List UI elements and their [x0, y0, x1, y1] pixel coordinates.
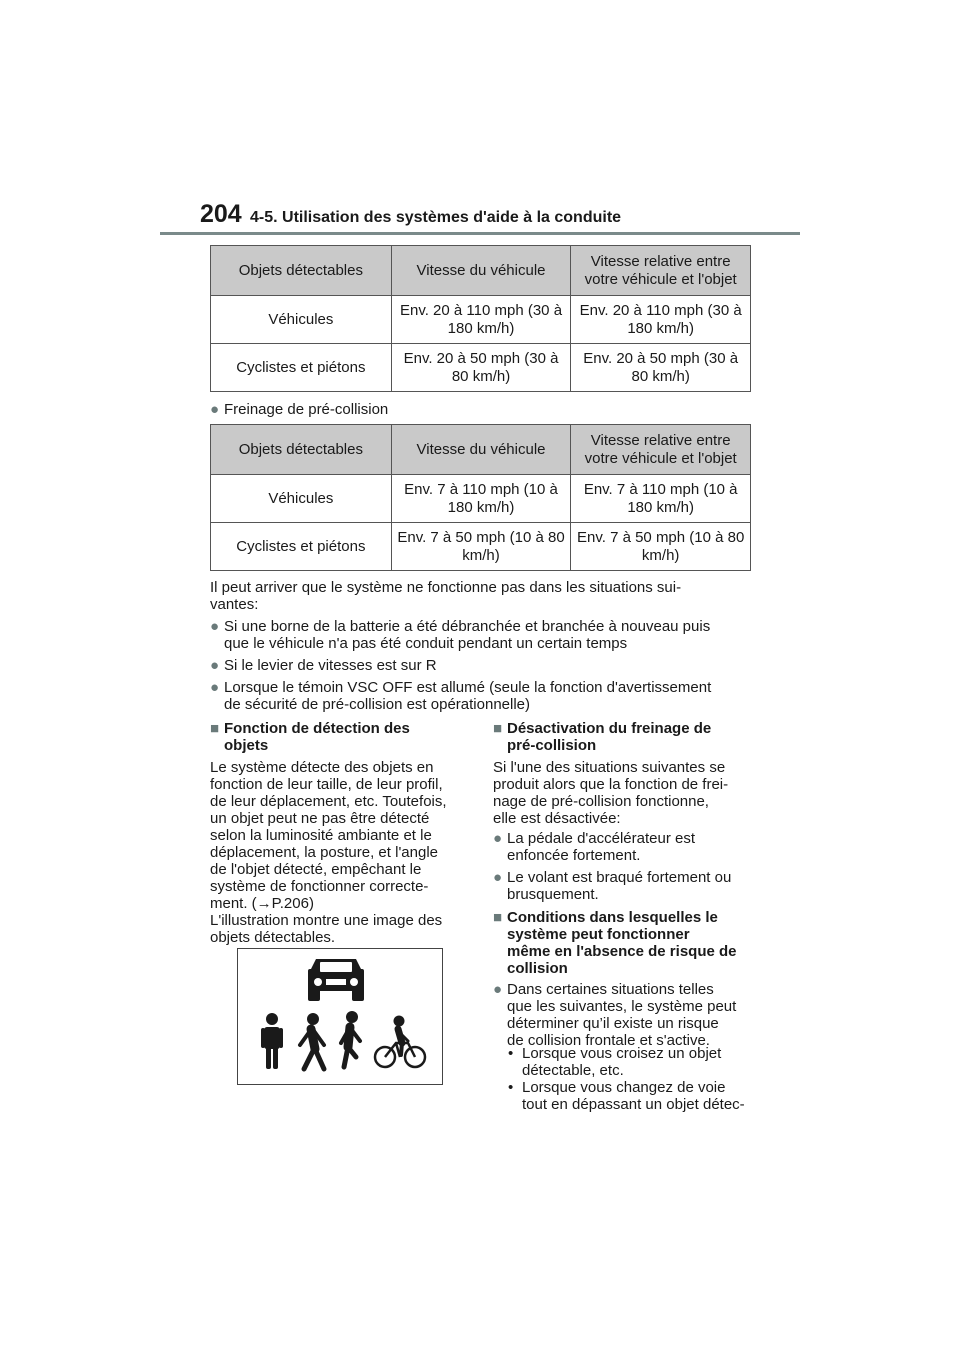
detectable-objects-illustration: [237, 948, 443, 1085]
text-line: un objet peut ne pas être détecté: [210, 810, 430, 827]
page-reference-link[interactable]: ment. (→P.206): [210, 895, 314, 912]
text-line: Désactivation du freinage de: [507, 720, 712, 737]
list-item: [508, 1079, 745, 1113]
text-line: Si l'une des situations suivantes se: [493, 759, 726, 776]
text-line: Il peut arriver que le système ne fonctionne pas dans les situations sui-: [210, 579, 682, 596]
text-line: pré-collision: [507, 737, 597, 754]
text-line: détectable, etc.: [522, 1062, 624, 1079]
heading-deactivation: [493, 720, 711, 754]
deactivation-paragraph: [493, 759, 728, 827]
pedestrian-standing-icon: [261, 1013, 283, 1069]
text-line: produit alors que la fonction de frei-: [493, 776, 729, 793]
square-bullet-icon: ■: [493, 909, 503, 926]
text-line: que le véhicule n'a pas été conduit pendant un certain temps: [224, 635, 628, 652]
dash-bullet-icon: •: [508, 1079, 514, 1096]
text-line: Fonction de détection des: [224, 720, 410, 737]
text-line: enfoncée fortement.: [507, 847, 641, 864]
list-item: [210, 657, 437, 674]
car-icon: [308, 959, 364, 1001]
table-cell: Cyclistes et piétons: [211, 344, 392, 392]
text-line: Conditions dans lesquelles le: [507, 909, 718, 926]
speed-table-braking: [210, 424, 751, 571]
text-line: elle est désactivée:: [493, 810, 621, 827]
intro-paragraph: [210, 579, 681, 613]
heading-conditions: [493, 909, 737, 977]
table-header-cell: Vitesse relative entre votre véhicule et l'objet: [571, 425, 751, 475]
list-item: [493, 830, 695, 864]
text-line: vantes:: [210, 596, 259, 613]
dash-bullet-icon: •: [508, 1045, 514, 1062]
pedestrian-walking-icon: [300, 1013, 324, 1069]
table-cell: Env. 7 à 50 mph (10 à 80 km/h): [391, 523, 571, 571]
table-header-cell: Objets détectables: [211, 246, 392, 296]
text-line: tout en dépassant un objet détec-: [522, 1096, 745, 1113]
text-line: système peut fonctionner: [507, 926, 690, 943]
object-detection-paragraph: [210, 759, 447, 946]
table-row: [211, 475, 751, 523]
text-line: objets: [224, 737, 269, 754]
bullet-icon: ●: [210, 657, 220, 674]
text-line: Dans certaines situations telles: [507, 981, 714, 998]
speed-table-warning: [210, 245, 751, 392]
text-line: La pédale d'accélérateur est: [507, 830, 695, 847]
text-line: déplacement, la posture, et l'angle: [210, 844, 439, 861]
text-line: système de fonctionner correcte-: [210, 878, 429, 895]
text-line: Le volant est braqué fortement ou: [507, 869, 732, 886]
table-header-cell: Objets détectables: [211, 425, 392, 475]
table-cell: Env. 20 à 50 mph (30 à 80 km/h): [571, 344, 751, 392]
text-line: L'illustration montre une image des: [210, 912, 443, 929]
table-cell: Env. 20 à 110 mph (30 à 180 km/h): [571, 296, 751, 344]
table-header-cell: Vitesse du véhicule: [391, 246, 571, 296]
text-line: Lorsque vous changez de voie: [522, 1079, 726, 1096]
text-line: brusquement.: [507, 886, 599, 903]
bullet-icon: ●: [493, 830, 503, 847]
bullet-icon: ●: [210, 618, 220, 635]
table-cell: Env. 20 à 110 mph (30 à 180 km/h): [391, 296, 571, 344]
text-line: nage de pré-collision fonctionne,: [493, 793, 709, 810]
text-line: Si le levier de vitesses est sur R: [224, 657, 437, 674]
text-line: selon la luminosité ambiante et le: [210, 827, 432, 844]
text-line: de sécurité de pré-collision est opérationnelle): [224, 696, 531, 713]
text-line: Si une borne de la batterie a été débranchée et branchée à nouveau puis: [224, 618, 711, 635]
list-item: [508, 1045, 721, 1079]
text-line: collision: [507, 960, 568, 977]
square-bullet-icon: ■: [493, 720, 503, 737]
table-row: [211, 523, 751, 571]
header-rule: [160, 232, 800, 235]
table-row: [211, 296, 751, 344]
text-line: Lorsque vous croisez un objet: [522, 1045, 722, 1062]
table-cell: Cyclistes et piétons: [211, 523, 392, 571]
text-line: de leur déplacement, etc. Toutefois,: [210, 793, 447, 810]
list-item: [210, 618, 710, 652]
table-cell: Env. 7 à 110 mph (10 à 180 km/h): [391, 475, 571, 523]
text-line: de l'objet détecté, empêchant le: [210, 861, 422, 878]
text-line: que les suivantes, le système peut: [507, 998, 737, 1015]
table-header-row: [211, 425, 751, 475]
text-line: Le système détecte des objets en: [210, 759, 434, 776]
bullet-icon: ●: [493, 869, 503, 886]
table-cell: Env. 7 à 50 mph (10 à 80 km/h): [571, 523, 751, 571]
text-line: objets détectables.: [210, 929, 336, 946]
table-cell: Véhicules: [211, 296, 392, 344]
bullet-freinage: [210, 401, 388, 418]
text-line: Lorsque le témoin VSC OFF est allumé (seule la fonction d'avertissement: [224, 679, 712, 696]
section-title: 4-5. Utilisation des systèmes d'aide à la conduite: [250, 209, 622, 226]
table-cell: Env. 20 à 50 mph (30 à 80 km/h): [391, 344, 571, 392]
table-row: [211, 344, 751, 392]
bullet-icon: ●: [493, 981, 503, 998]
heading-object-detection: [210, 720, 410, 754]
list-item: [493, 869, 731, 903]
text-line: de collision frontale et s'active.: [507, 1032, 710, 1049]
list-item: [210, 679, 711, 713]
table-header-cell: Vitesse du véhicule: [391, 425, 571, 475]
table-header-row: [211, 246, 751, 296]
bullet-text: Freinage de pré-collision: [224, 401, 389, 418]
cyclist-icon: [375, 1016, 425, 1068]
text-line: déterminer qu’il existe un risque: [507, 1015, 719, 1032]
bullet-icon: ●: [210, 401, 220, 418]
page-number: 204: [200, 200, 242, 228]
illustration-svg: [238, 949, 442, 1084]
text-line: même en l'absence de risque de: [507, 943, 737, 960]
list-item: [493, 981, 736, 1049]
bullet-icon: ●: [210, 679, 220, 696]
table-cell: Env. 7 à 110 mph (10 à 180 km/h): [571, 475, 751, 523]
table-header-cell: Vitesse relative entre votre véhicule et l'objet: [571, 246, 751, 296]
text-line: fonction de leur taille, de leur profil,: [210, 776, 443, 793]
square-bullet-icon: ■: [210, 720, 220, 737]
pedestrian-running-icon: [341, 1011, 360, 1067]
table-cell: Véhicules: [211, 475, 392, 523]
